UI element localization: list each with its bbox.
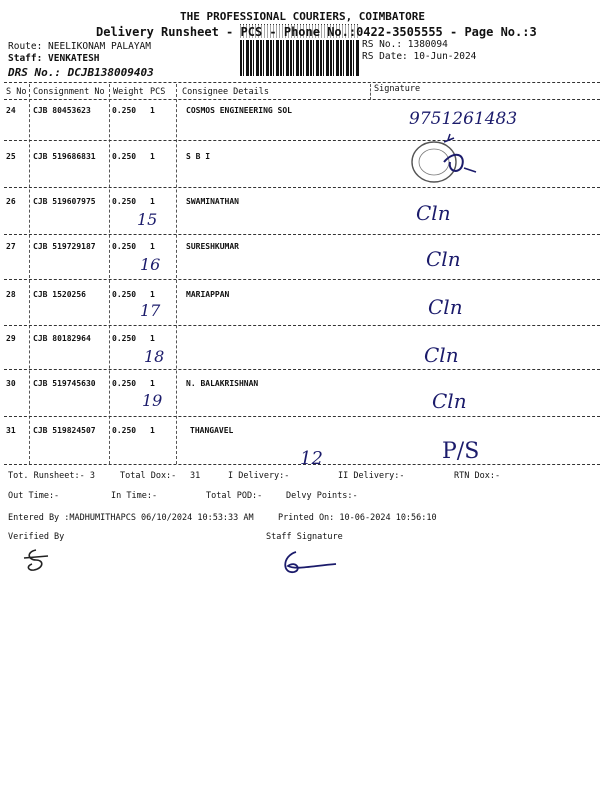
row-consignee: COSMOS ENGINEERING SOL	[186, 106, 292, 115]
row-weight: 0.250	[112, 106, 137, 115]
row-sno: 25	[6, 152, 16, 161]
handwritten-cln-signature	[426, 290, 476, 322]
handwritten-number-16	[138, 252, 168, 276]
vline-4	[370, 84, 371, 100]
handwritten-cln-signature	[422, 338, 472, 370]
svg-text:15: 15	[137, 210, 158, 229]
handwritten-number-17	[138, 298, 168, 322]
svg-text:17: 17	[140, 301, 161, 320]
rs-date: RS Date: 10-Jun-2024	[362, 51, 477, 62]
row-consignee: S B I	[186, 152, 211, 161]
row-sno: 30	[6, 379, 16, 388]
entered-by: Entered By :MADHUMITHAPCS 06/10/2024 10:53:33 AM	[8, 513, 254, 523]
table-row	[0, 426, 600, 446]
handwritten-cln-signature	[430, 384, 480, 416]
verified-by-label: Verified By	[8, 532, 65, 542]
row-pcs: 1	[150, 426, 155, 435]
runsheet-title: Delivery Runsheet - PCS - Phone No.:0422-3505555 - Page No.:3	[96, 25, 537, 39]
total-dox-value: 31	[190, 471, 201, 481]
row-consignment: CJB 80182964	[33, 334, 91, 343]
col-sno: S No	[6, 87, 27, 97]
row-pcs: 1	[150, 242, 155, 251]
tot-runsheet: Tot. Runsheet:- 3	[8, 471, 95, 481]
delvy-points: Delvy Points:-	[286, 491, 358, 501]
rs-number: RS No.: 1380094	[362, 39, 448, 50]
header-bottom-rule	[4, 99, 600, 100]
row-sno: 29	[6, 334, 16, 343]
svg-text:12: 12	[300, 448, 323, 468]
row-consignment: CJB 519729187	[33, 242, 96, 251]
row-pcs: 1	[150, 152, 155, 161]
handwritten-cln-signature	[424, 242, 474, 274]
handwritten-number-15	[135, 207, 165, 231]
staff-signature-mark	[276, 546, 346, 580]
row-rule	[4, 187, 600, 188]
row-pcs: 1	[150, 197, 155, 206]
drs-number: DRS No.: DCJB138009403	[8, 66, 154, 79]
row-pcs: 1	[150, 334, 155, 343]
svg-text:9751261483: 9751261483	[409, 109, 518, 129]
handwritten-ps-signature	[440, 432, 490, 464]
handwritten-phone-signature	[405, 104, 525, 132]
row-rule	[4, 416, 600, 417]
company-title: THE PROFESSIONAL COURIERS, COIMBATORE	[180, 10, 426, 23]
row-sno: 26	[6, 197, 16, 206]
table-row	[0, 290, 600, 310]
svg-text:Cln: Cln	[424, 343, 459, 367]
row-sno: 27	[6, 242, 16, 251]
ii-delivery: II Delivery:-	[338, 471, 405, 481]
row-pcs: 1	[150, 379, 155, 388]
row-rule	[4, 369, 600, 370]
svg-text:16: 16	[140, 255, 161, 274]
row-sno: 28	[6, 290, 16, 299]
col-consignee: Consignee Details	[182, 87, 269, 97]
in-time: In Time:-	[111, 491, 158, 501]
row-weight: 0.250	[112, 197, 137, 206]
row-weight: 0.250	[112, 426, 137, 435]
vline-1	[29, 84, 30, 464]
row-consignee: MARIAPPAN	[186, 290, 230, 299]
row-weight: 0.250	[112, 290, 137, 299]
printed-on: Printed On: 10-06-2024 10:56:10	[278, 513, 437, 523]
row-consignment: CJB 1520256	[33, 290, 86, 299]
verified-signature-mark	[18, 546, 58, 576]
row-sno: 31	[6, 426, 16, 435]
vline-3	[176, 84, 177, 464]
header-top-rule	[4, 82, 600, 83]
table-row	[0, 242, 600, 262]
col-consignment: Consignment No	[33, 87, 105, 97]
handwritten-cln-signature	[414, 196, 464, 228]
row-weight: 0.250	[112, 152, 137, 161]
svg-text:Cln: Cln	[416, 201, 451, 225]
barcode-icon	[240, 40, 360, 76]
svg-text:19: 19	[142, 391, 163, 410]
table-row	[0, 334, 600, 354]
row-rule	[4, 279, 600, 280]
handwritten-number-18	[142, 344, 172, 368]
stamp-seal-icon	[404, 132, 484, 192]
rtn-dox: RTN Dox:-	[454, 471, 501, 481]
row-rule	[4, 140, 600, 141]
svg-text:Cln: Cln	[428, 295, 463, 319]
staff-label: Staff: VENKATESH	[8, 53, 100, 64]
row-consignee: THANGAVEL	[190, 426, 234, 435]
total-pod: Total POD:-	[206, 491, 263, 501]
row-consignee: N. BALAKRISHNAN	[186, 379, 259, 388]
row-consignment: CJB 519745630	[33, 379, 96, 388]
table-row	[0, 152, 600, 172]
out-time: Out Time:-	[8, 491, 60, 501]
svg-text:Cln: Cln	[426, 247, 461, 271]
row-consignee: SWAMINATHAN	[186, 197, 239, 206]
route-label: Route: NEELIKONAM PALAYAM	[8, 41, 151, 52]
col-weight: Weight	[113, 87, 144, 97]
table-row	[0, 197, 600, 217]
i-delivery: I Delivery:-	[228, 471, 290, 481]
total-dox-label: Total Dox:-	[120, 471, 177, 481]
row-pcs: 1	[150, 106, 155, 115]
row-consignee: SURESHKUMAR	[186, 242, 239, 251]
svg-text:Cln: Cln	[432, 389, 467, 413]
row-pcs: 1	[150, 290, 155, 299]
handwritten-number-12	[296, 444, 336, 468]
row-rule	[4, 234, 600, 235]
row-consignment: CJB 519607975	[33, 197, 96, 206]
col-pcs: PCS	[150, 87, 166, 97]
row-consignment: CJB 519824507	[33, 426, 96, 435]
row-weight: 0.250	[112, 334, 137, 343]
row-sno: 24	[6, 106, 16, 115]
table-row	[0, 379, 600, 399]
row-weight: 0.250	[112, 242, 137, 251]
row-consignment: CJB 80453623	[33, 106, 91, 115]
row-consignment: CJB 519686831	[33, 152, 96, 161]
col-signature: Signature	[374, 84, 421, 94]
row-weight: 0.250	[112, 379, 137, 388]
handwritten-number-19	[140, 388, 170, 412]
svg-text:P/S: P/S	[442, 439, 480, 464]
svg-text:18: 18	[144, 347, 165, 366]
vline-2	[109, 84, 110, 464]
row-rule	[4, 325, 600, 326]
staff-signature-label: Staff Signature	[266, 532, 343, 542]
